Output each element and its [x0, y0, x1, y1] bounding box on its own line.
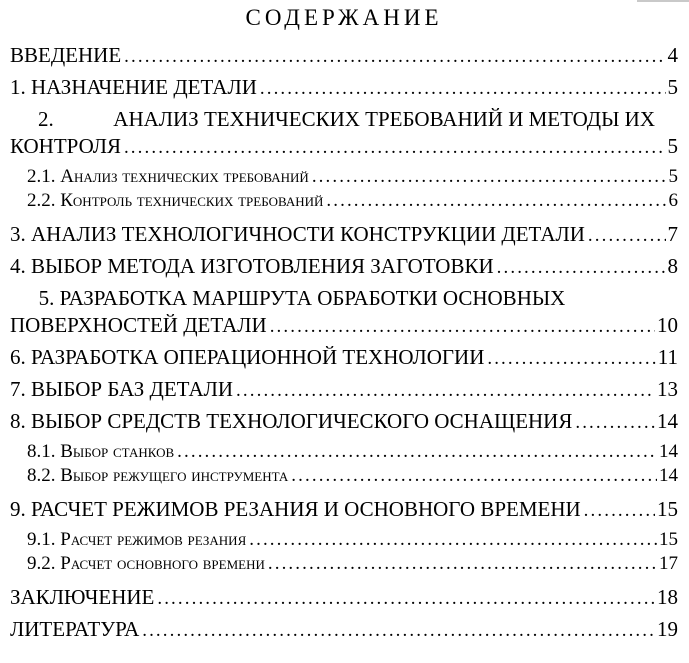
toc-entry-text: КОНТРОЛЯ	[10, 134, 121, 158]
toc-entry-text: 9. РАСЧЕТ РЕЖИМОВ РЕЗАНИЯ И ОСНОВНОГО ВРЕМЕНИ	[10, 497, 581, 521]
page-number: 8	[667, 254, 678, 278]
dot-leader	[268, 552, 657, 576]
toc-entry-text: АНАЛИЗ ТЕХНИЧЕСКИХ ТРЕБОВАНИЙ И МЕТОДЫ ИХ	[113, 107, 655, 131]
toc-entry-text: ЛИТЕРАТУРА	[10, 617, 140, 641]
page-number: 5	[667, 134, 678, 158]
toc-entry-7[interactable]	[10, 376, 678, 404]
toc-entry-text: 1. НАЗНАЧЕНИЕ ДЕТАЛИ	[10, 75, 257, 99]
dot-leader	[487, 345, 655, 372]
page-number: 13	[657, 377, 678, 401]
toc-entry-literatura[interactable]	[10, 616, 678, 644]
toc-entry-line2	[10, 133, 678, 161]
page-number: 19	[657, 617, 678, 641]
dot-leader	[124, 43, 665, 70]
dot-leader	[177, 440, 657, 464]
dot-leader	[249, 528, 657, 552]
page-number: 17	[659, 553, 678, 574]
toc-entry-number: 2.	[38, 107, 54, 131]
dot-leader	[291, 464, 657, 488]
toc-entry-text: 7. ВЫБОР БАЗ ДЕТАЛИ	[10, 377, 234, 401]
page-number: 14	[659, 441, 678, 462]
toc-entry-6[interactable]	[10, 344, 678, 372]
toc-entry-9[interactable]	[10, 496, 678, 524]
toc-entry-1[interactable]	[10, 74, 678, 102]
toc-entry-text: 2.2. Контроль технических требований	[27, 190, 324, 211]
toc-entry-4[interactable]	[10, 253, 678, 281]
toc-entry-text: 2.1. Анализ технических требований	[27, 166, 309, 187]
toc-entry-2-2[interactable]	[10, 189, 678, 213]
dot-leader	[312, 165, 667, 189]
dot-leader	[157, 585, 655, 612]
page-number: 5	[667, 75, 678, 99]
dot-leader	[588, 222, 666, 249]
toc-entry-9-2[interactable]	[10, 552, 678, 576]
page-edge-artifact	[637, 0, 689, 2]
toc-entry-text: ЗАКЛЮЧЕНИЕ	[10, 585, 155, 609]
toc-entry-text: ПОВЕРХНОСТЕЙ ДЕТАЛИ	[10, 313, 267, 337]
page-number: 11	[657, 345, 678, 369]
dot-leader	[142, 617, 655, 644]
page-number: 5	[668, 166, 678, 187]
toc-entry-5[interactable]	[10, 285, 678, 340]
dot-leader	[236, 377, 655, 404]
dot-leader	[124, 134, 666, 161]
toc-entry-line1	[10, 106, 678, 133]
toc-entry-8-1[interactable]	[10, 440, 678, 464]
toc-entry-text: 3. АНАЛИЗ ТЕХНОЛОГИЧНОСТИ КОНСТРУКЦИИ ДЕТАЛИ	[10, 222, 585, 246]
toc-entry-text: 8. ВЫБОР СРЕДСТВ ТЕХНОЛОГИЧЕСКОГО ОСНАЩЕНИЯ	[10, 409, 573, 433]
page-number: 15	[657, 497, 678, 521]
toc-entry-3[interactable]	[10, 221, 678, 249]
toc-entry-text: 8.1. Выбор станков	[27, 441, 175, 462]
toc-entry-8[interactable]	[10, 408, 678, 436]
toc-entry-text: 6. РАЗРАБОТКА ОПЕРАЦИОННОЙ ТЕХНОЛОГИИ	[10, 345, 485, 369]
toc-entry-9-1[interactable]	[10, 528, 678, 552]
toc-entry-text: 9.2. Расчет основного времени	[27, 553, 265, 574]
dot-leader	[497, 254, 666, 281]
toc-entry-text: 9.1. Расчет режимов резания	[27, 529, 247, 550]
page-number: 7	[667, 222, 678, 246]
dot-leader	[584, 497, 655, 524]
toc-entry-2[interactable]	[10, 106, 678, 161]
toc-entry-text: 8.2. Выбор режущего инструмента	[27, 465, 289, 486]
page-number: 10	[657, 313, 678, 337]
toc-entry-line1: 5. РАЗРАБОТКА МАРШРУТА ОБРАБОТКИ ОСНОВНЫХ	[38, 286, 566, 310]
dot-leader	[326, 189, 666, 213]
page-number: 6	[668, 190, 678, 211]
toc-entry-zaklyuchenie[interactable]	[10, 584, 678, 612]
toc-title: СОДЕРЖАНИЕ	[245, 5, 443, 30]
page-number: 15	[659, 529, 678, 550]
dot-leader	[260, 75, 666, 102]
toc-entry-text: 4. ВЫБОР МЕТОДА ИЗГОТОВЛЕНИЯ ЗАГОТОВКИ	[10, 254, 494, 278]
dot-leader	[270, 313, 655, 340]
toc-entry-text: ВВЕДЕНИЕ	[10, 43, 122, 67]
dot-leader	[575, 409, 655, 436]
toc-entry-2-1[interactable]	[10, 165, 678, 189]
toc-entry-8-2[interactable]	[10, 464, 678, 488]
page-number: 14	[659, 465, 678, 486]
page-number: 4	[667, 43, 678, 67]
page-number: 18	[657, 585, 678, 609]
toc-entry-line2	[10, 312, 678, 340]
page-number: 14	[657, 409, 678, 433]
toc-entry-vvedenie[interactable]	[10, 42, 678, 70]
